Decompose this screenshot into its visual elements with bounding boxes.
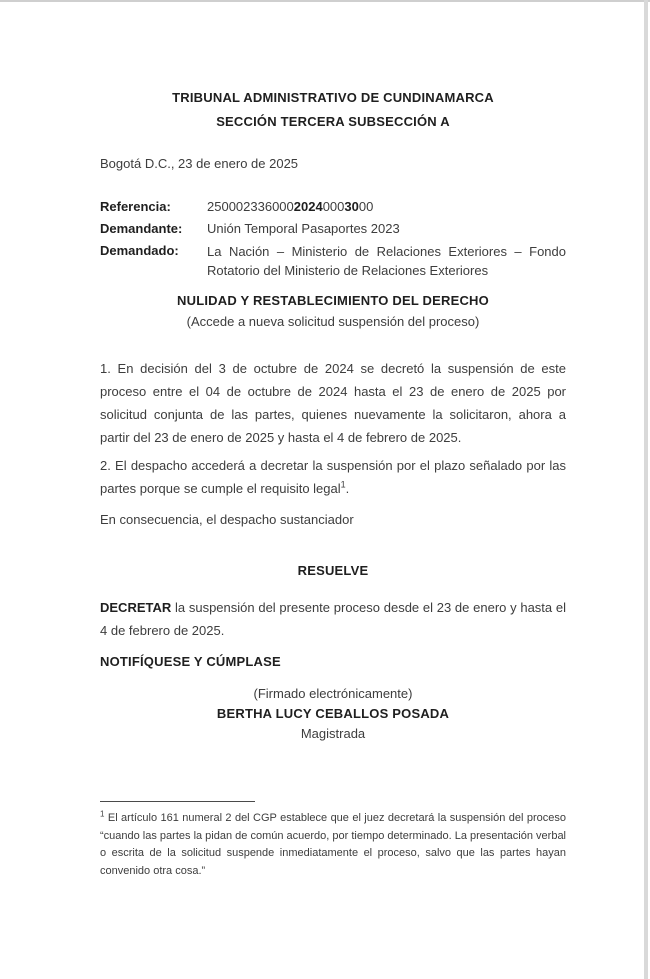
ref-part-4: 30 [344, 199, 359, 214]
closing-line: NOTIFÍQUESE Y CÚMPLASE [100, 654, 281, 669]
court-header [100, 86, 566, 134]
paragraph-2-period: . [345, 481, 350, 496]
court-section: SECCIÓN TERCERA SUBSECCIÓN A [216, 114, 450, 129]
decree-paragraph [100, 596, 566, 642]
plaintiff-row [100, 218, 566, 240]
reference-table [100, 196, 566, 280]
signed-electronically-note: (Firmado electrónicamente) [253, 686, 413, 701]
defendant-value: La Nación – Ministerio de Relaciones Exteriores – Fondo Rotatorio del Ministerio de Relaciones Exteriores [207, 244, 566, 278]
reference-row [100, 196, 566, 218]
ref-part-2: 2024 [293, 199, 323, 214]
paragraph-2-text: 2. El despacho accederá a decretar la suspensión por el plazo señalado por las partes porque se cumple el requisito legal [100, 458, 566, 496]
footnote [100, 810, 566, 880]
plaintiff-label: Demandante: [100, 221, 183, 236]
signature-block [100, 684, 566, 744]
decree-rest: la suspensión del presente proceso desde el 23 de enero y hasta el 4 de febrero de 2025. [100, 600, 566, 638]
footnote-separator [100, 801, 255, 802]
body-paragraph-1: 1. En decisión del 3 de octubre de 2024 se decretó la suspensión de este proceso entre el 04 de octubre de 2024 hasta el 23 de enero de 2025 por solicitud conjunta de las partes, quienes nuevamente la solicitaron, ahora a partir del 23 de enero de 2025 y hasta el 4 de febrero de 2025. [100, 361, 566, 445]
court-name: TRIBUNAL ADMINISTRATIVO DE CUNDINAMARCA [172, 90, 494, 105]
magistrate-name: BERTHA LUCY CEBALLOS POSADA [216, 706, 450, 721]
footnote-marker: 1 [100, 809, 105, 819]
magistrate-title: Magistrada [300, 726, 366, 741]
scan-right-edge [644, 0, 648, 979]
document-content [100, 0, 566, 880]
ref-part-1: 250002336000 [207, 199, 294, 214]
footnote-ref: 1 [340, 479, 346, 490]
case-type-heading: NULIDAD Y RESTABLECIMIENTO DEL DERECHO [177, 293, 489, 308]
body-paragraph-2 [100, 454, 566, 500]
case-subtitle: (Accede a nueva solicitud suspensión del proceso) [186, 314, 480, 329]
resuelve-heading: RESUELVE [297, 563, 369, 578]
defendant-label: Demandado: [100, 243, 179, 258]
decree-verb: DECRETAR [100, 600, 172, 615]
reference-label: Referencia: [100, 199, 171, 214]
footnote-text: El artículo 161 numeral 2 del CGP establece que el juez decretará la suspensión del proceso “cuando las partes la pidan de común acuerdo, por tiempo determinado. La presentación verbal o escrita de la solicitud suspende inmediatamente el proceso, salvo que las partes hayan convenido otra cosa.” [100, 812, 566, 877]
ref-part-3: 000 [322, 199, 345, 214]
date-line: Bogotá D.C., 23 de enero de 2025 [100, 156, 299, 171]
reference-number [207, 196, 566, 218]
ref-part-5: 00 [358, 199, 374, 214]
defendant-row [100, 240, 566, 280]
plaintiff-value: Unión Temporal Pasaportes 2023 [207, 221, 400, 236]
consequence-line: En consecuencia, el despacho sustanciador [100, 512, 354, 527]
